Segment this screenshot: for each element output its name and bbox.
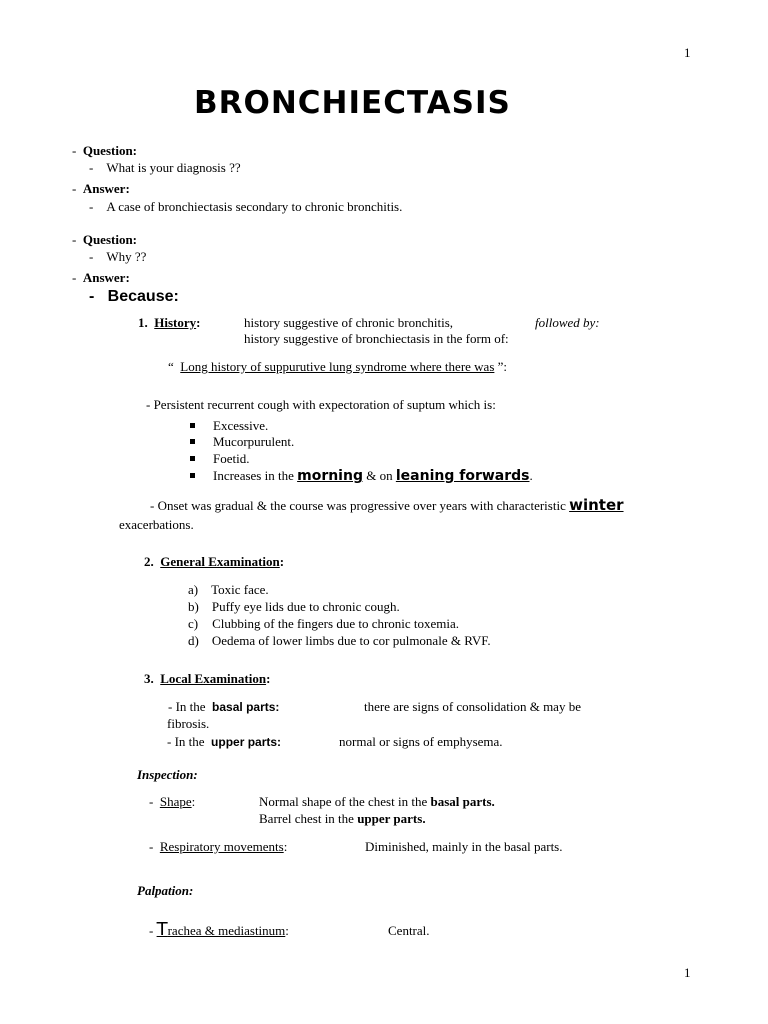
palpation-heading: Palpation: bbox=[137, 883, 194, 898]
cough-item-1: Excessive. bbox=[190, 419, 268, 432]
inspection-heading: Inspection: bbox=[137, 767, 198, 782]
because-heading: - Because: bbox=[89, 288, 179, 305]
local-heading: 3. Local Examination: bbox=[144, 671, 271, 686]
question-2-text: - Why ?? bbox=[89, 249, 147, 264]
answer-1-text: - A case of bronchiectasis secondary to chronic bronchitis. bbox=[89, 199, 403, 214]
cough-item-4: Increases in the morning & on leaning forwards. bbox=[190, 469, 533, 483]
local-upper: - In the upper parts: bbox=[167, 734, 282, 749]
cough-item-2: Mucorpurulent. bbox=[190, 435, 294, 448]
general-item-b: b) Puffy eye lids due to chronic cough. bbox=[188, 599, 400, 614]
respiratory-label: - Respiratory movements: bbox=[149, 839, 288, 854]
respiratory-text: Diminished, mainly in the basal parts. bbox=[365, 839, 563, 854]
shape-line-1: Normal shape of the chest in the basal parts. bbox=[259, 794, 495, 809]
question-label: Question: bbox=[82, 232, 138, 247]
local-basal-cont: fibrosis. bbox=[167, 716, 210, 731]
answer-label: Answer: bbox=[82, 181, 130, 196]
answer-1: - Answer: bbox=[72, 181, 130, 196]
bullet-square-icon bbox=[190, 456, 195, 461]
history-line-2: history suggestive of bronchiectasis in the form of: bbox=[244, 331, 509, 346]
bullet-square-icon bbox=[190, 439, 195, 444]
local-basal-text: there are signs of consolidation & may be bbox=[364, 699, 581, 714]
history-label: History bbox=[154, 315, 197, 330]
cough-intro: - Persistent recurrent cough with expectoration of suptum which is: bbox=[146, 397, 496, 412]
page-number-bottom: 1 bbox=[684, 965, 691, 980]
cough-item-3: Foetid. bbox=[190, 452, 249, 465]
general-item-c: c) Clubbing of the fingers due to chronic toxemia. bbox=[188, 616, 460, 631]
shape-line-2: Barrel chest in the upper parts. bbox=[259, 811, 426, 826]
shape-label: - Shape: bbox=[149, 794, 196, 809]
question-1 bbox=[72, 144, 137, 157]
question-2: - Question: bbox=[72, 232, 138, 247]
history-heading: 1. History: bbox=[138, 315, 201, 330]
general-item-d: d) Oedema of lower limbs due to cor pulmonale & RVF. bbox=[188, 633, 491, 648]
page-number-top: 1 bbox=[684, 45, 691, 60]
onset-line-cont: exacerbations. bbox=[119, 517, 194, 532]
bullet-square-icon bbox=[190, 473, 195, 478]
trachea-value: Central. bbox=[388, 923, 430, 938]
general-heading: 2. General Examination: bbox=[144, 554, 285, 569]
answer-label: Answer: bbox=[82, 270, 130, 285]
bullet-square-icon bbox=[190, 423, 195, 428]
history-quote: “ Long history of suppurutive lung syndrome where there was ”: bbox=[168, 359, 508, 374]
dash: - bbox=[72, 143, 77, 158]
history-followed-by: followed by: bbox=[535, 315, 600, 330]
page-title: BRONCHIECTASIS bbox=[194, 85, 511, 121]
history-line-1: history suggestive of chronic bronchitis, bbox=[244, 315, 454, 330]
local-basal: - In the basal parts: bbox=[168, 699, 280, 714]
onset-line: - Onset was gradual & the course was progressive over years with characteristic winter bbox=[150, 496, 624, 514]
local-upper-text: normal or signs of emphysema. bbox=[339, 734, 503, 749]
answer-2: - Answer: bbox=[72, 270, 130, 285]
trachea-label: - Trachea & mediastinum: bbox=[149, 919, 289, 940]
question-1-text: - What is your diagnosis ?? bbox=[89, 160, 241, 175]
general-item-a: a) Toxic face. bbox=[188, 582, 269, 597]
question-label: Question: bbox=[82, 143, 138, 158]
